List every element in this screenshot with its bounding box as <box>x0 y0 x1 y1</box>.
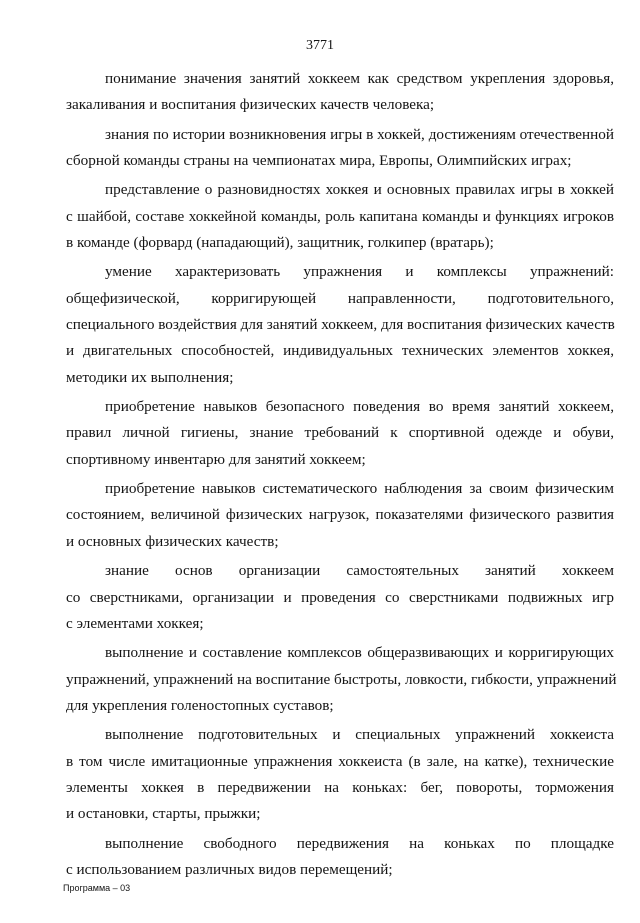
text-line: состоянием, величиной физических нагрузок, показателями физического развития <box>66 506 614 524</box>
text-line: выполнение свободного передвижения на коньках по площадке <box>105 834 614 852</box>
paragraph-4 <box>66 259 614 391</box>
text-line: методики их выполнения; <box>66 368 234 386</box>
text-line: правил личной гигиены, знание требований к спортивной одежде и обуви, <box>66 424 614 442</box>
paragraph-5 <box>66 394 614 473</box>
text-line: сборной команды страны на чемпионатах мира, Европы, Олимпийских играх; <box>66 152 572 170</box>
paragraph-1 <box>66 66 614 119</box>
text-line: элементы хоккея в передвижении на коньках: бег, повороты, торможения <box>66 778 614 796</box>
paragraph-10 <box>66 831 614 884</box>
text-line: закаливания и воспитания физических качеств человека; <box>66 96 435 114</box>
text-line: для укрепления голеностопных суставов; <box>66 696 334 714</box>
text-line: умение характеризовать упражнения и комплексы упражнений: <box>105 263 614 281</box>
text-line: в том числе имитационные упражнения хоккеиста (в зале, на катке), технические <box>66 752 614 770</box>
text-line: и основных физических качеств; <box>66 532 279 550</box>
paragraph-3 <box>66 177 614 256</box>
paragraph-2 <box>66 122 614 175</box>
text-line: в команде (форвард (нападающий), защитник, голкипер (вратарь); <box>66 234 494 252</box>
text-line: выполнение подготовительных и специальных упражнений хоккеиста <box>105 726 614 744</box>
text-line: приобретение навыков систематического наблюдения за своим физическим <box>105 480 614 498</box>
text-line: со сверстниками, организации и проведения со сверстниками подвижных игр <box>66 588 614 606</box>
text-line: и остановки, старты, прыжки; <box>66 805 261 823</box>
text-line: с использованием различных видов перемещений; <box>66 860 393 878</box>
text-line: спортивному инвентарю для занятий хоккеем; <box>66 450 366 468</box>
text-line: приобретение навыков безопасного поведения во время занятий хоккеем, <box>105 398 614 416</box>
text-line: знания по истории возникновения игры в хоккей, достижениям отечественной <box>105 125 614 143</box>
text-line: общефизической, корригирующей направленности, подготовительного, <box>66 289 614 307</box>
paragraph-9 <box>66 722 614 828</box>
text-line: с шайбой, составе хоккейной команды, роль капитана команды и функциях игроков <box>66 207 614 225</box>
text-line: специального воздействия для занятий хоккеем, для воспитания физических качеств <box>66 316 615 334</box>
text-line: упражнений, упражнений на воспитание быстроты, ловкости, гибкости, упражнений <box>66 670 617 688</box>
body-text <box>66 66 617 883</box>
text-line: знание основ организации самостоятельных занятий хоккеем <box>105 562 614 580</box>
paragraph-8 <box>66 640 617 719</box>
page-number: 3771 <box>306 38 334 53</box>
text-line: выполнение и составление комплексов общеразвивающих и корригирующих <box>105 644 614 662</box>
text-line: понимание значения занятий хоккеем как средством укрепления здоровья, <box>105 70 614 87</box>
footer-program-label: Программа – 03 <box>63 883 131 893</box>
text-line: представление о разновидностях хоккея и основных правилах игры в хоккей <box>105 181 614 199</box>
text-line: и двигательных способностей, индивидуальных технических элементов хоккея, <box>66 342 614 360</box>
paragraph-7 <box>66 558 614 637</box>
paragraph-6 <box>66 476 614 555</box>
text-line: с элементами хоккея; <box>66 614 204 632</box>
